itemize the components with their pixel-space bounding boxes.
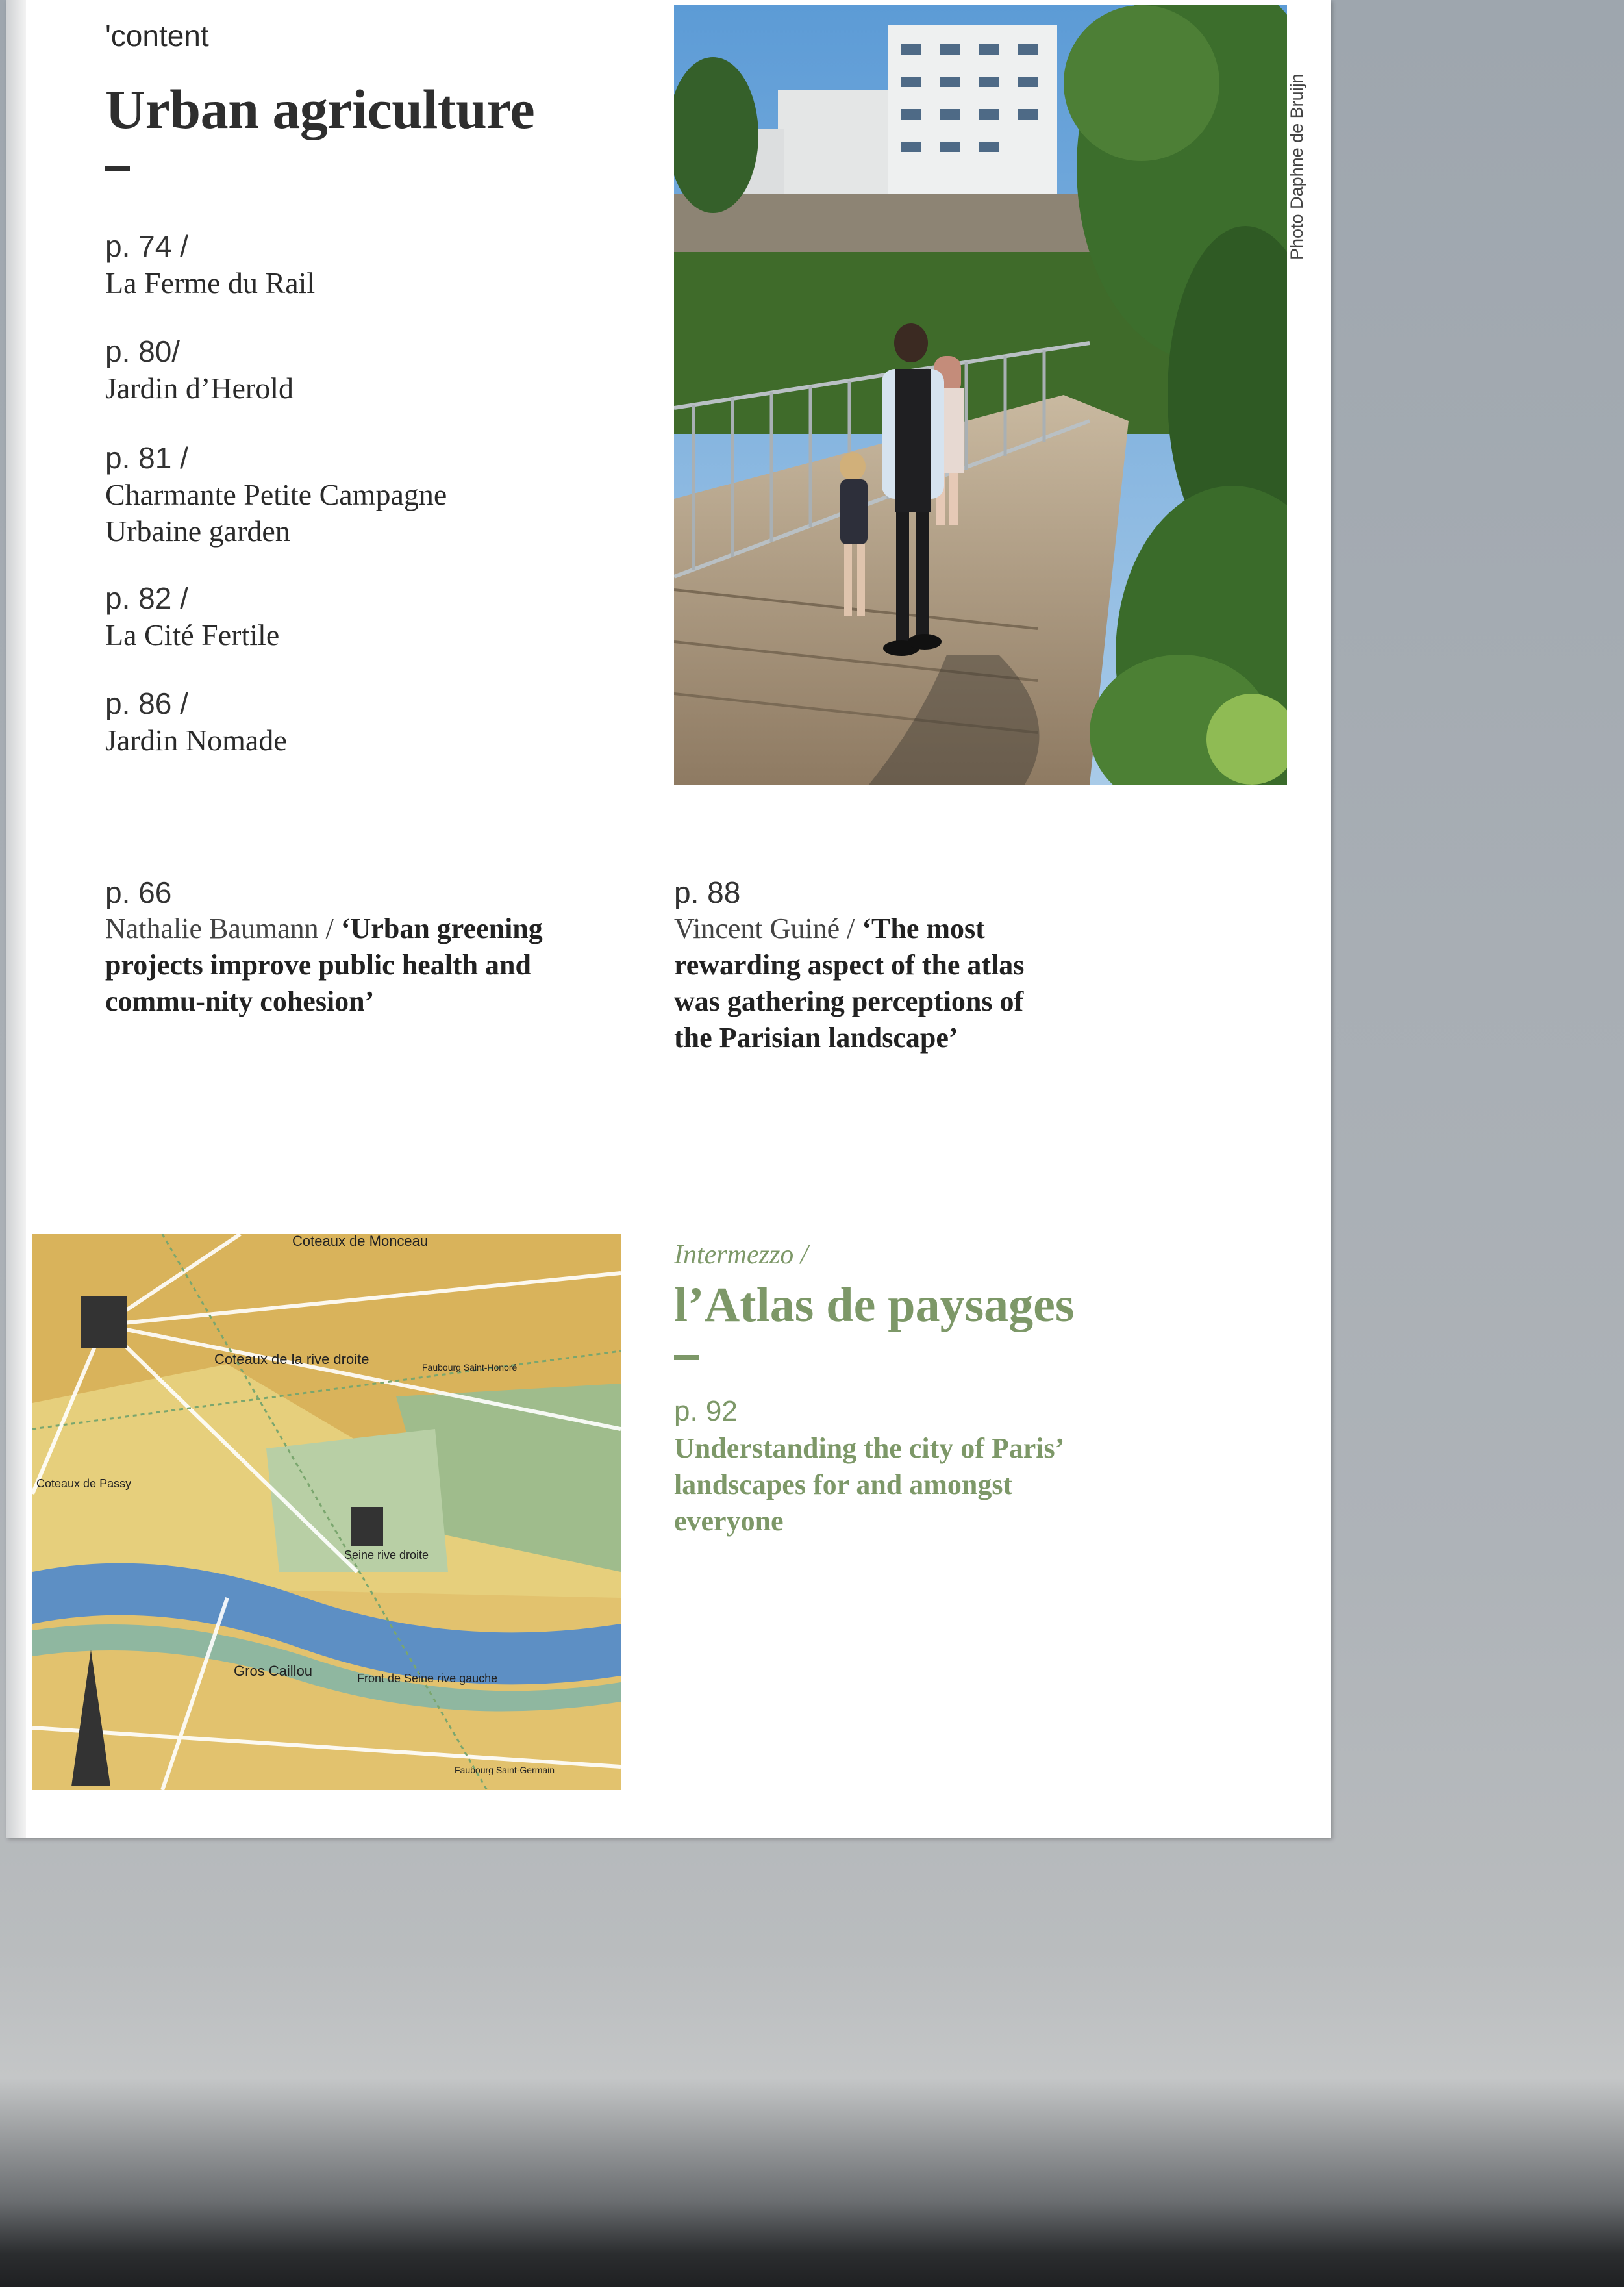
toc-page-number: p. 80/	[105, 335, 181, 368]
photo-credit	[1274, 73, 1313, 273]
toc-page-number: p. 82 /	[105, 581, 188, 615]
interview-text	[105, 911, 560, 1020]
magazine-page	[6, 0, 1331, 1838]
intermezzo-page-number: p. 92	[674, 1395, 738, 1427]
intermezzo-description: Understanding the city of Paris’ landscapes for and amongst everyone	[674, 1432, 1063, 1537]
map-label: Coteaux de Monceau	[292, 1234, 429, 1249]
map-label: Gros Caillou	[234, 1663, 313, 1679]
toc-page-number: p. 86 /	[105, 687, 188, 720]
interview-title: ‘The most rewarding aspect of the atlas was gathering perceptions of the Parisian landscape’	[674, 913, 1025, 1054]
toc-title: Jardin Nomade	[105, 724, 287, 757]
map-label: Coteaux de la rive droite	[214, 1351, 369, 1367]
interview-text	[674, 911, 1064, 1056]
toc-title: Jardin d’Herold	[105, 372, 294, 405]
page-spine	[6, 0, 26, 1838]
map-label: Front de Seine rive gauche	[357, 1672, 498, 1685]
toc-page-number: p. 74 /	[105, 229, 188, 263]
interview-teaser[interactable]	[105, 874, 560, 1020]
map-label: Faubourg Saint-Honoré	[422, 1362, 518, 1372]
toc-title: La Ferme du Rail	[105, 266, 316, 299]
toc-page-number: p. 81 /	[105, 441, 188, 475]
interviewee-name: Vincent Guiné /	[674, 913, 855, 944]
map-label: Coteaux de Passy	[36, 1477, 132, 1490]
title-dash	[105, 166, 130, 171]
map-label: Seine rive droite	[344, 1548, 429, 1561]
garden-walkway-photo	[674, 5, 1287, 785]
map-label: Faubourg Saint-Germain	[455, 1765, 555, 1775]
toc-item[interactable]	[105, 439, 495, 550]
interview-page-number: p. 88	[674, 876, 741, 909]
intermezzo-title[interactable]: l’Atlas de paysages	[674, 1278, 1075, 1332]
toc-item[interactable]	[105, 333, 599, 407]
section-title: Urban agriculture	[105, 78, 535, 140]
toc-title: Charmante Petite Campagne Urbaine garden	[105, 478, 447, 548]
section-tag: 'content	[105, 19, 209, 53]
photo-credit-text: Photo Daphne de Bruijn	[1287, 73, 1306, 260]
toc-item[interactable]	[105, 227, 599, 301]
toc-title: La Cité Fertile	[105, 618, 280, 651]
toc-item[interactable]	[105, 685, 599, 759]
interview-title: ‘Urban greening projects improve public health and commu-nity cohesion’	[105, 913, 543, 1017]
interview-teaser[interactable]	[674, 874, 1064, 1056]
intermezzo-dash	[674, 1355, 699, 1360]
intermezzo-label: Intermezzo /	[674, 1240, 808, 1270]
interview-page-number: p. 66	[105, 876, 172, 909]
paris-landscape-map	[32, 1234, 621, 1790]
toc-item[interactable]	[105, 579, 599, 653]
interviewee-name: Nathalie Baumann /	[105, 913, 334, 944]
